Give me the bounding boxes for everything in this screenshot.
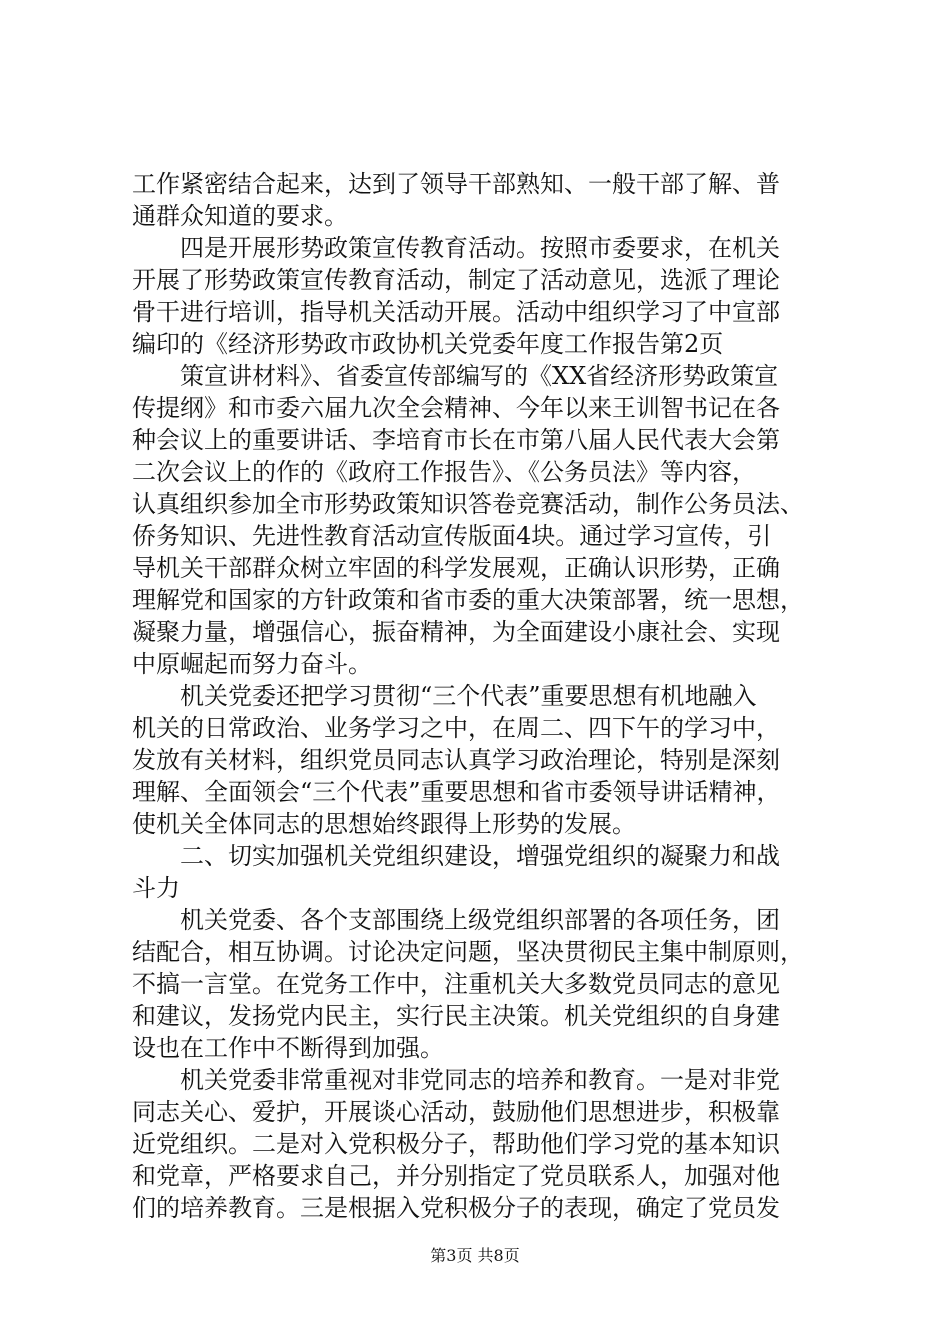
text-line: 理解党和国家的方针政策和省市委的重大决策部署，统一思想， — [132, 586, 804, 614]
text-line: 和党章，严格要求自己，并分别指定了党员联系人，加强对他 — [132, 1162, 780, 1190]
text-line: 同志关心、爱护，开展谈心活动，鼓励他们思想进步，积极靠 — [132, 1098, 780, 1126]
text-line: 二次会议上的作的《政府工作报告》、《公务员法》等内容， — [132, 458, 756, 486]
text-line: 机关党委、各个支部围绕上级党组织部署的各项任务，团 — [132, 906, 780, 934]
text-line: 凝聚力量，增强信心，振奋精神，为全面建设小康社会、实现 — [132, 618, 780, 646]
text-line: 发放有关材料，组织党员同志认真学习政治理论，特别是深刻 — [132, 746, 780, 774]
text-line: 机关党委非常重视对非党同志的培养和教育。一是对非党 — [132, 1066, 780, 1094]
text-line: 结配合，相互协调。讨论决定问题，坚决贯彻民主集中制原则， — [132, 938, 804, 966]
text-line: 工作紧密结合起来，达到了领导干部熟知、一般干部了解、普 — [132, 170, 780, 198]
text-line: 使机关全体同志的思想始终跟得上形势的发展。 — [132, 810, 636, 838]
text-line: 种会议上的重要讲话、李培育市长在市第八届人民代表大会第 — [132, 426, 780, 454]
text-line: 机关的日常政治、业务学习之中，在周二、四下午的学习中， — [132, 714, 780, 742]
text-line: 四是开展形势政策宣传教育活动。按照市委要求，在机关 — [132, 234, 780, 262]
text-line: 传提纲》和市委六届九次全会精神、今年以来王训智书记在各 — [132, 394, 780, 422]
text-line: 导机关干部群众树立牢固的科学发展观，正确认识形势，正确 — [132, 554, 780, 582]
text-line: 策宣讲材料》、省委宣传部编写的《XX省经济形势政策宣 — [132, 362, 779, 390]
text-line: 编印的《经济形势政市政协机关党委年度工作报告第2页 — [132, 330, 724, 358]
text-line: 和建议，发扬党内民主，实行民主决策。机关党组织的自身建 — [132, 1002, 780, 1030]
text-line: 通群众知道的要求。 — [132, 202, 348, 230]
text-line: 开展了形势政策宣传教育活动，制定了活动意见，选派了理论 — [132, 266, 780, 294]
text-line: 理解、全面领会“三个代表”重要思想和省市委领导讲话精神， — [132, 778, 781, 806]
text-line: 骨干进行培训，指导机关活动开展。活动中组织学习了中宣部 — [132, 298, 780, 326]
text-line: 设也在工作中不断得到加强。 — [132, 1034, 444, 1062]
text-line: 近党组织。二是对入党积极分子，帮助他们学习党的基本知识 — [132, 1130, 780, 1158]
text-line: 机关党委还把学习贯彻“三个代表”重要思想有机地融入 — [132, 682, 757, 710]
text-line: 不搞一言堂。在党务工作中，注重机关大多数党员同志的意见 — [132, 970, 780, 998]
text-line: 侨务知识、先进性教育活动宣传版面4块。通过学习宣传，引 — [132, 522, 772, 550]
page-number-footer: 第3页 共8页 — [430, 1246, 520, 1265]
text-line: 中原崛起而努力奋斗。 — [132, 650, 372, 678]
text-line: 斗力 — [132, 874, 180, 902]
text-line: 二、切实加强机关党组织建设，增强党组织的凝聚力和战 — [132, 842, 780, 870]
text-line: 认真组织参加全市形势政策知识答卷竞赛活动，制作公务员法、 — [132, 490, 804, 518]
text-line: 们的培养教育。三是根据入党积极分子的表现，确定了党员发 — [132, 1194, 780, 1222]
document-body — [132, 168, 832, 1224]
